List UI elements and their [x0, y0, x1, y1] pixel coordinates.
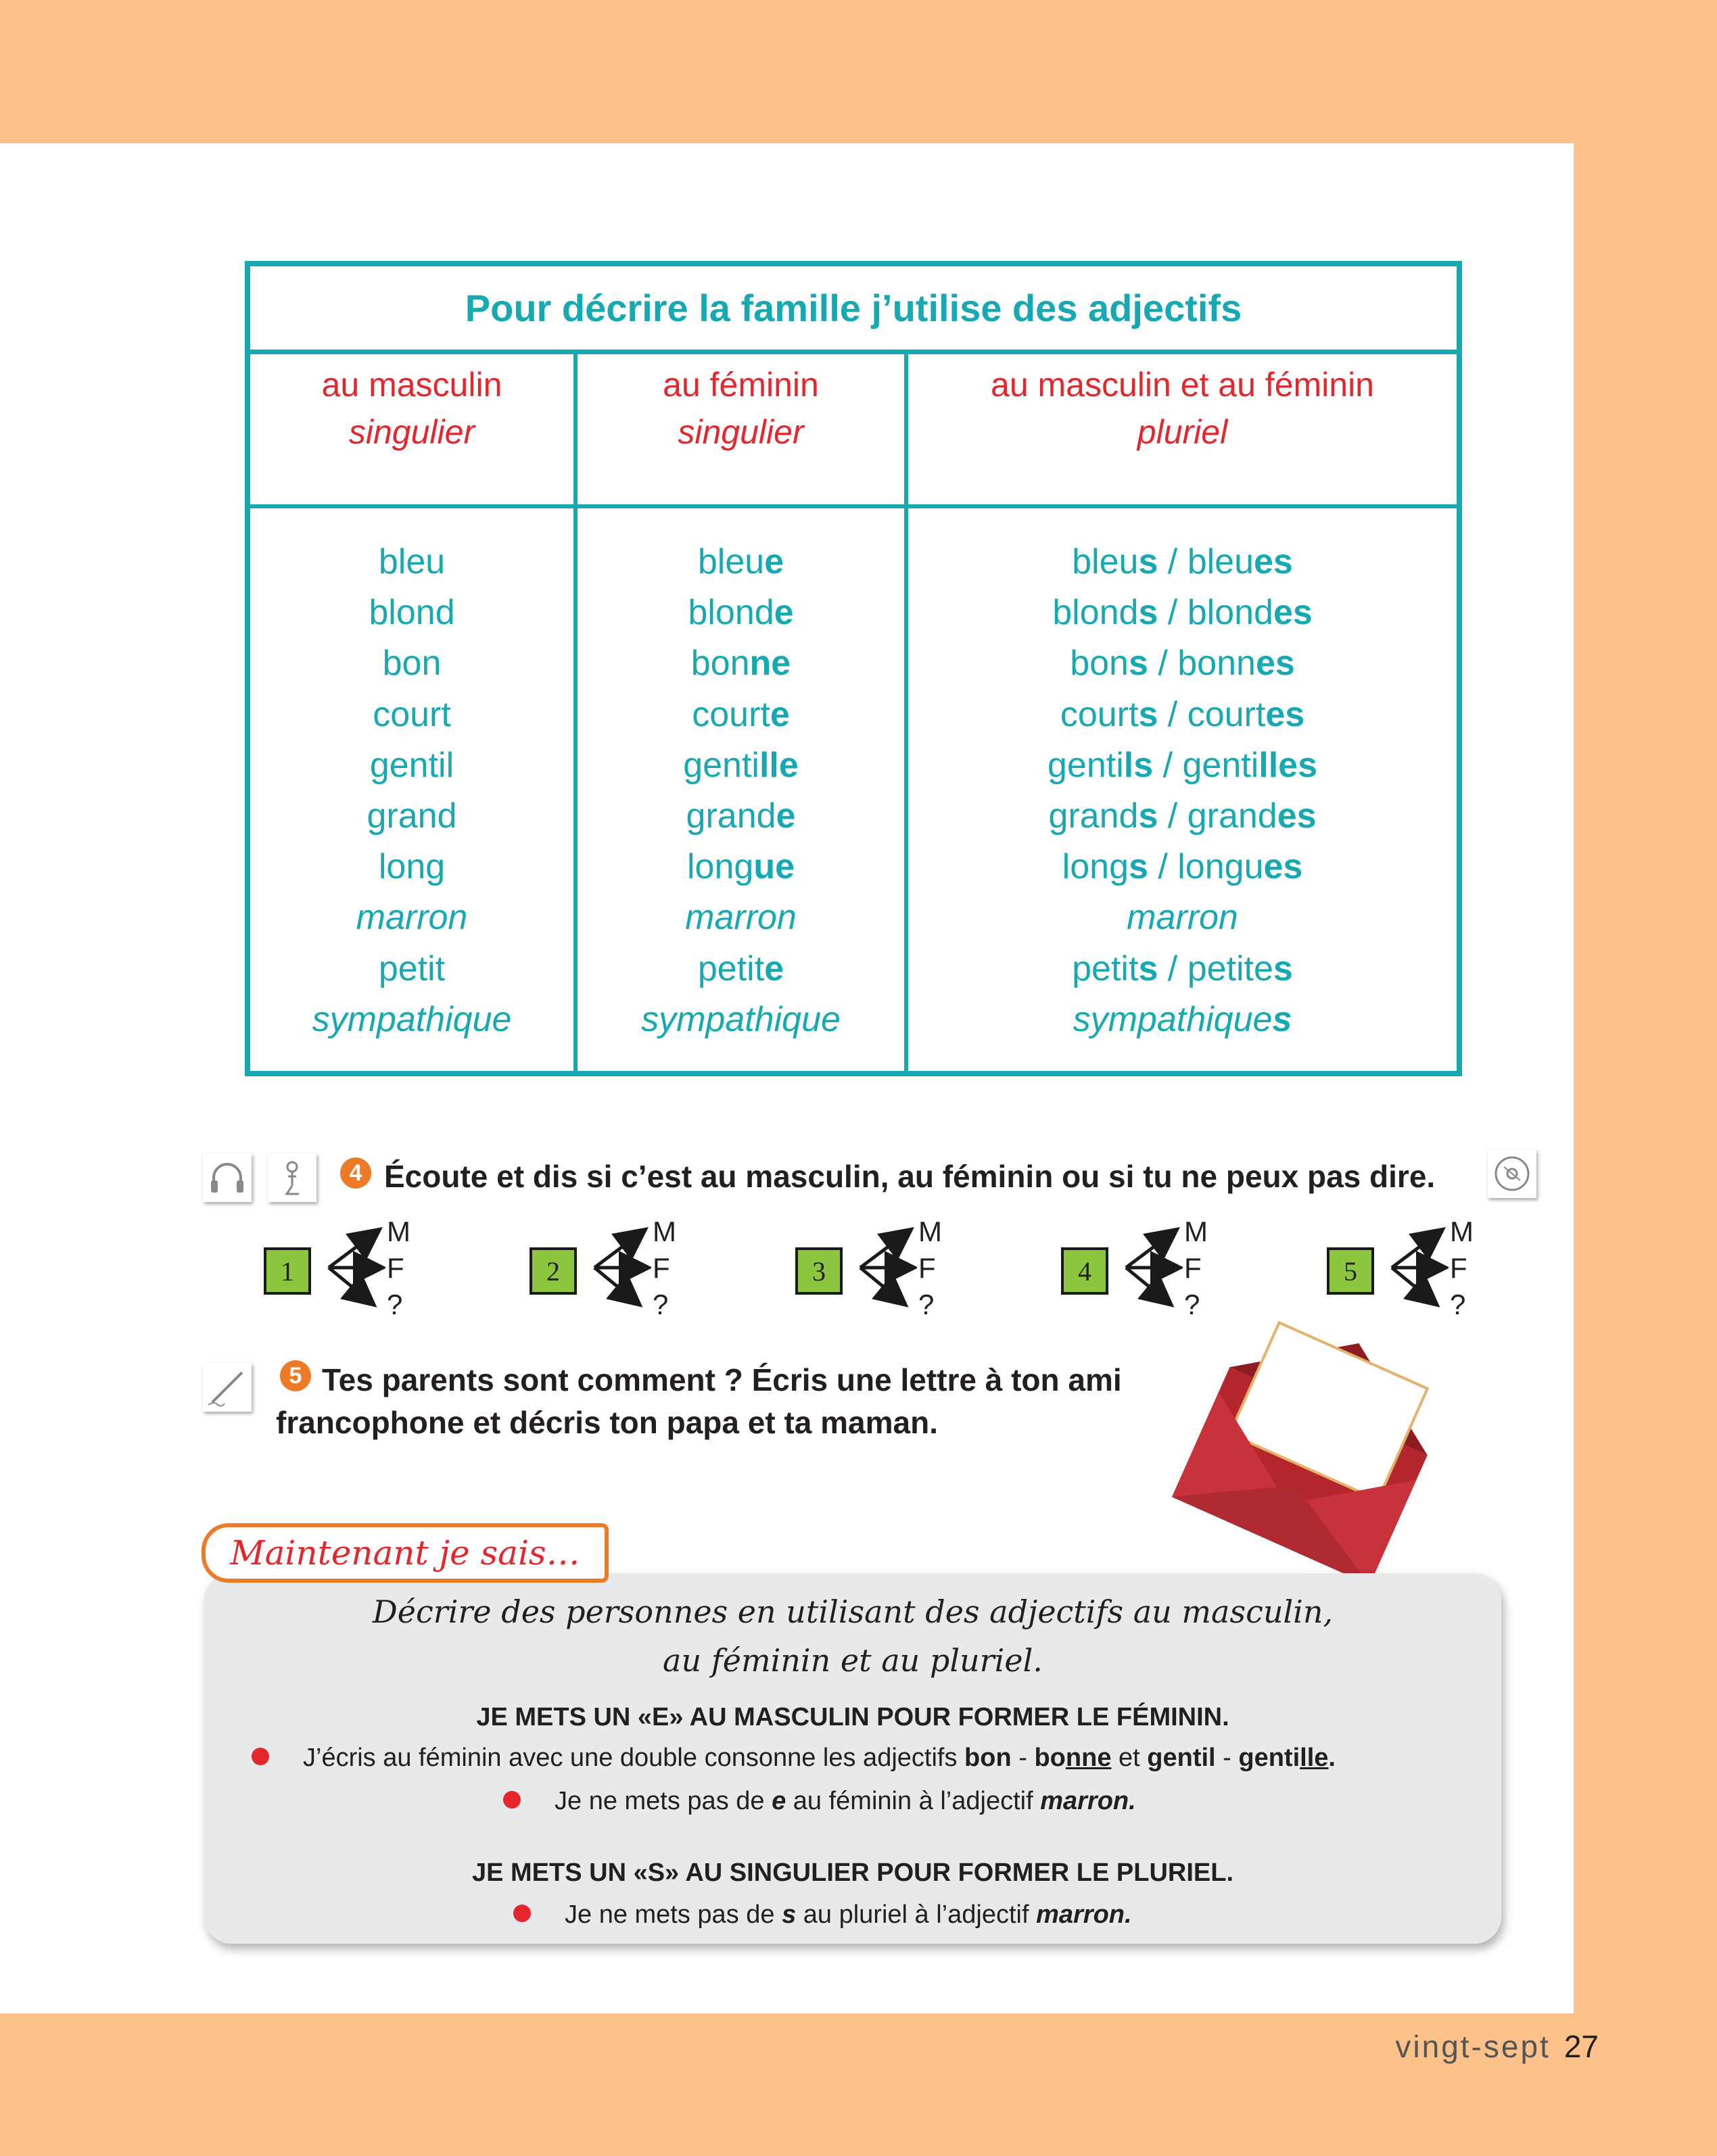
- word: bleue: [697, 542, 784, 581]
- column-masculin: [250, 537, 573, 1045]
- header-sub: pluriel: [1137, 413, 1228, 451]
- word: longs / longues: [1062, 847, 1303, 887]
- header-label: au masculin et au féminin: [991, 366, 1374, 404]
- word: marron: [356, 898, 468, 938]
- table-title: Pour décrire la famille j’utilise des adjectifs: [250, 266, 1457, 354]
- summary-script-line2: au féminin et au pluriel.: [663, 1642, 1043, 1679]
- header-label: au masculin: [321, 366, 502, 404]
- choice-1: F: [1450, 1252, 1467, 1284]
- bullet-double-consonant: J’écris au féminin avec une double consonne les adjectifs bon - bonne et gentil - gentille.: [252, 1744, 1336, 1773]
- word: bleus / bleues: [1072, 542, 1293, 581]
- word: grand: [367, 796, 457, 836]
- word: gentil: [369, 745, 454, 785]
- exercise-4-instruction: Écoute et dis si c’est au masculin, au féminin ou si tu ne peux pas dire.: [384, 1159, 1436, 1194]
- header-pluriel: [908, 361, 1457, 456]
- word: grande: [686, 796, 796, 836]
- choice-0: M: [653, 1216, 676, 1247]
- choice-1: F: [387, 1252, 404, 1284]
- gender-choices: [387, 1214, 410, 1323]
- item-box-4: 4: [1061, 1247, 1108, 1295]
- choice-2: ?: [1184, 1289, 1200, 1320]
- column-pluriel: [908, 537, 1457, 1045]
- exercise-5-line2: francophone et décris ton papa et ta maman.: [276, 1405, 938, 1440]
- bullet-dot: [503, 1791, 521, 1808]
- exercise-5-number: 5: [280, 1360, 311, 1391]
- cd-icon[interactable]: [1488, 1149, 1536, 1198]
- word: grands / grandes: [1048, 796, 1317, 836]
- choice-0: M: [1184, 1216, 1208, 1247]
- header-feminin: [578, 361, 904, 456]
- bullet-no-e-marron: Je ne mets pas de e au féminin à l’adjectif marron.: [503, 1787, 1136, 1816]
- bullet-dot: [252, 1748, 269, 1765]
- rule-plural: JE METS UN «S» AU SINGULIER POUR FORMER LE PLURIEL.: [471, 1859, 1234, 1887]
- bullet-dot: [513, 1905, 531, 1922]
- word: petite: [697, 949, 784, 988]
- choice-1: F: [918, 1252, 936, 1284]
- word: courte: [692, 694, 790, 734]
- header-sub: singulier: [678, 413, 804, 451]
- item-box-5: 5: [1327, 1247, 1374, 1295]
- choice-2: ?: [918, 1289, 935, 1320]
- header-label: au féminin: [663, 366, 819, 404]
- speaking-person-icon: [268, 1153, 316, 1202]
- bullet-no-s-marron: Je ne mets pas de s au pluriel à l’adjectif marron.: [513, 1900, 1132, 1930]
- branch-arrows-icon: [590, 1220, 651, 1315]
- word: gentils / gentilles: [1048, 745, 1317, 785]
- branch-arrows-icon: [1122, 1220, 1183, 1315]
- word: sympathique: [312, 999, 512, 1039]
- branch-arrows-icon: [1388, 1220, 1449, 1315]
- word: bonne: [690, 644, 791, 684]
- word: petits / petites: [1072, 949, 1293, 988]
- page-number: 27: [1563, 2029, 1599, 2064]
- word: courts / courtes: [1060, 694, 1305, 734]
- word: sympathiques: [1073, 999, 1292, 1039]
- maintenant-je-sais-tab: Maintenant je sais…: [202, 1523, 609, 1583]
- word: bons / bonnes: [1070, 644, 1295, 684]
- page-number-word: vingt-sept: [1395, 2029, 1551, 2064]
- choice-0: M: [387, 1216, 410, 1247]
- word: blond: [369, 593, 455, 633]
- pencil-icon: [203, 1363, 252, 1412]
- item-box-1: 1: [264, 1247, 311, 1295]
- word: long: [378, 847, 446, 887]
- word: marron: [1127, 898, 1238, 938]
- headphones-icon: [203, 1153, 252, 1202]
- choice-0: M: [1450, 1216, 1474, 1247]
- header-masculin: [250, 361, 573, 456]
- word: petit: [378, 949, 446, 988]
- word: court: [373, 694, 451, 734]
- word: longue: [687, 847, 795, 887]
- gender-choices: [653, 1214, 676, 1323]
- choice-2: ?: [1450, 1289, 1466, 1320]
- gender-choices: [918, 1214, 942, 1323]
- word: gentille: [683, 745, 799, 785]
- choice-2: ?: [653, 1289, 669, 1320]
- header-sub: singulier: [348, 413, 475, 451]
- branch-arrows-icon: [856, 1220, 917, 1315]
- column-feminin: [578, 537, 904, 1045]
- choice-0: M: [918, 1216, 942, 1247]
- word: blonde: [688, 593, 794, 633]
- page-footer: [1395, 2028, 1599, 2065]
- adjectives-table: [245, 261, 1462, 1076]
- item-box-2: 2: [530, 1247, 577, 1295]
- exercise-5-line1: Tes parents sont comment ? Écris une lettre à ton ami: [322, 1362, 1122, 1397]
- word: sympathique: [641, 999, 841, 1039]
- choice-2: ?: [387, 1289, 403, 1320]
- summary-box: [204, 1573, 1501, 1944]
- summary-script-line1: Décrire des personnes en utilisant des adjectifs au masculin,: [372, 1594, 1334, 1630]
- word: blonds / blondes: [1052, 593, 1313, 633]
- choice-1: F: [653, 1252, 670, 1284]
- word: bleu: [378, 542, 446, 581]
- choice-1: F: [1184, 1252, 1202, 1284]
- branch-arrows-icon: [325, 1220, 385, 1315]
- word: marron: [685, 898, 797, 938]
- item-box-3: 3: [795, 1247, 843, 1295]
- rule-feminine: JE METS UN «E» AU MASCULIN POUR FORMER LE FÉMININ.: [476, 1703, 1229, 1731]
- divider: [250, 504, 1457, 508]
- exercise-4-number: 4: [340, 1157, 371, 1189]
- word: bon: [382, 644, 442, 684]
